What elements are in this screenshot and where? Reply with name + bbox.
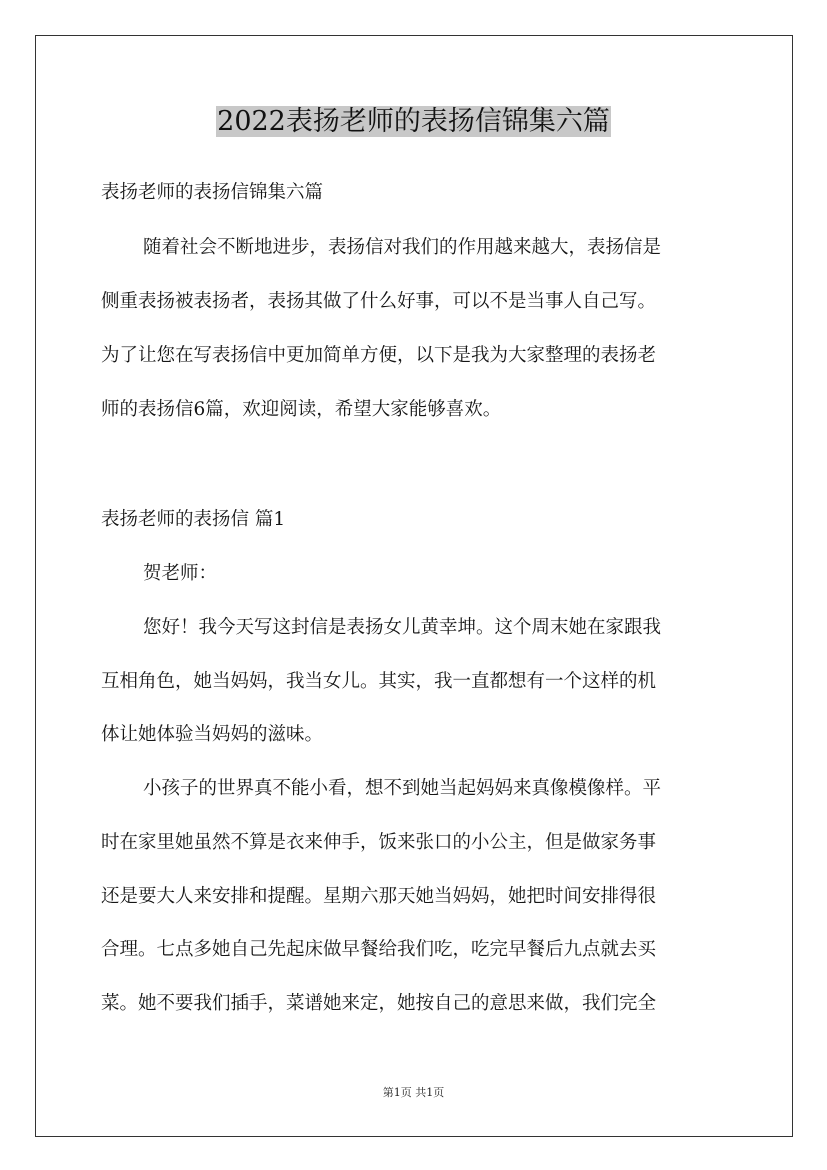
paragraph-line: 合理。七点多她自己先起床做早餐给我们吃，吃完早餐后九点就去买: [101, 939, 657, 960]
paragraph-line: 互相角色，她当妈妈，我当女儿。其实，我一直都想有一个这样的机: [101, 671, 657, 692]
document-title: [0, 104, 827, 140]
paragraph-line: 体让她体验当妈妈的滋味。: [101, 724, 324, 745]
intro-line: 为了让您在写表扬信中更加简单方便，以下是我为大家整理的表扬老: [101, 345, 657, 366]
intro-line: 侧重表扬被表扬者，表扬其做了什么好事，可以不是当事人自己写。: [101, 291, 657, 312]
paragraph-line: 小孩子的世界真不能小看，想不到她当起妈妈来真像模像样。平: [143, 778, 662, 799]
salutation: 贺老师：: [143, 563, 218, 584]
intro-line: 随着社会不断地进步，表扬信对我们的作用越来越大，表扬信是: [143, 237, 662, 258]
page-footer: 第1页 共1页: [382, 1086, 445, 1099]
paragraph-line: 还是要大人来安排和提醒。星期六那天她当妈妈，她把时间安排得很: [101, 886, 657, 907]
document-title-text: 2022表扬老师的表扬信锦集六篇: [217, 106, 610, 137]
intro-line: 师的表扬信6篇，欢迎阅读，希望大家能够喜欢。: [101, 399, 502, 420]
section-heading: 表扬老师的表扬信 篇1: [101, 509, 286, 530]
paragraph-line: 时在家里她虽然不算是衣来伸手，饭来张口的小公主，但是做家务事: [101, 832, 657, 853]
document-subtitle: 表扬老师的表扬信锦集六篇: [101, 182, 324, 203]
paragraph-line: 菜。她不要我们插手，菜谱她来定，她按自己的意思来做，我们完全: [101, 993, 657, 1014]
paragraph-line: 您好！我今天写这封信是表扬女儿黄幸坤。这个周末她在家跟我: [143, 617, 662, 638]
